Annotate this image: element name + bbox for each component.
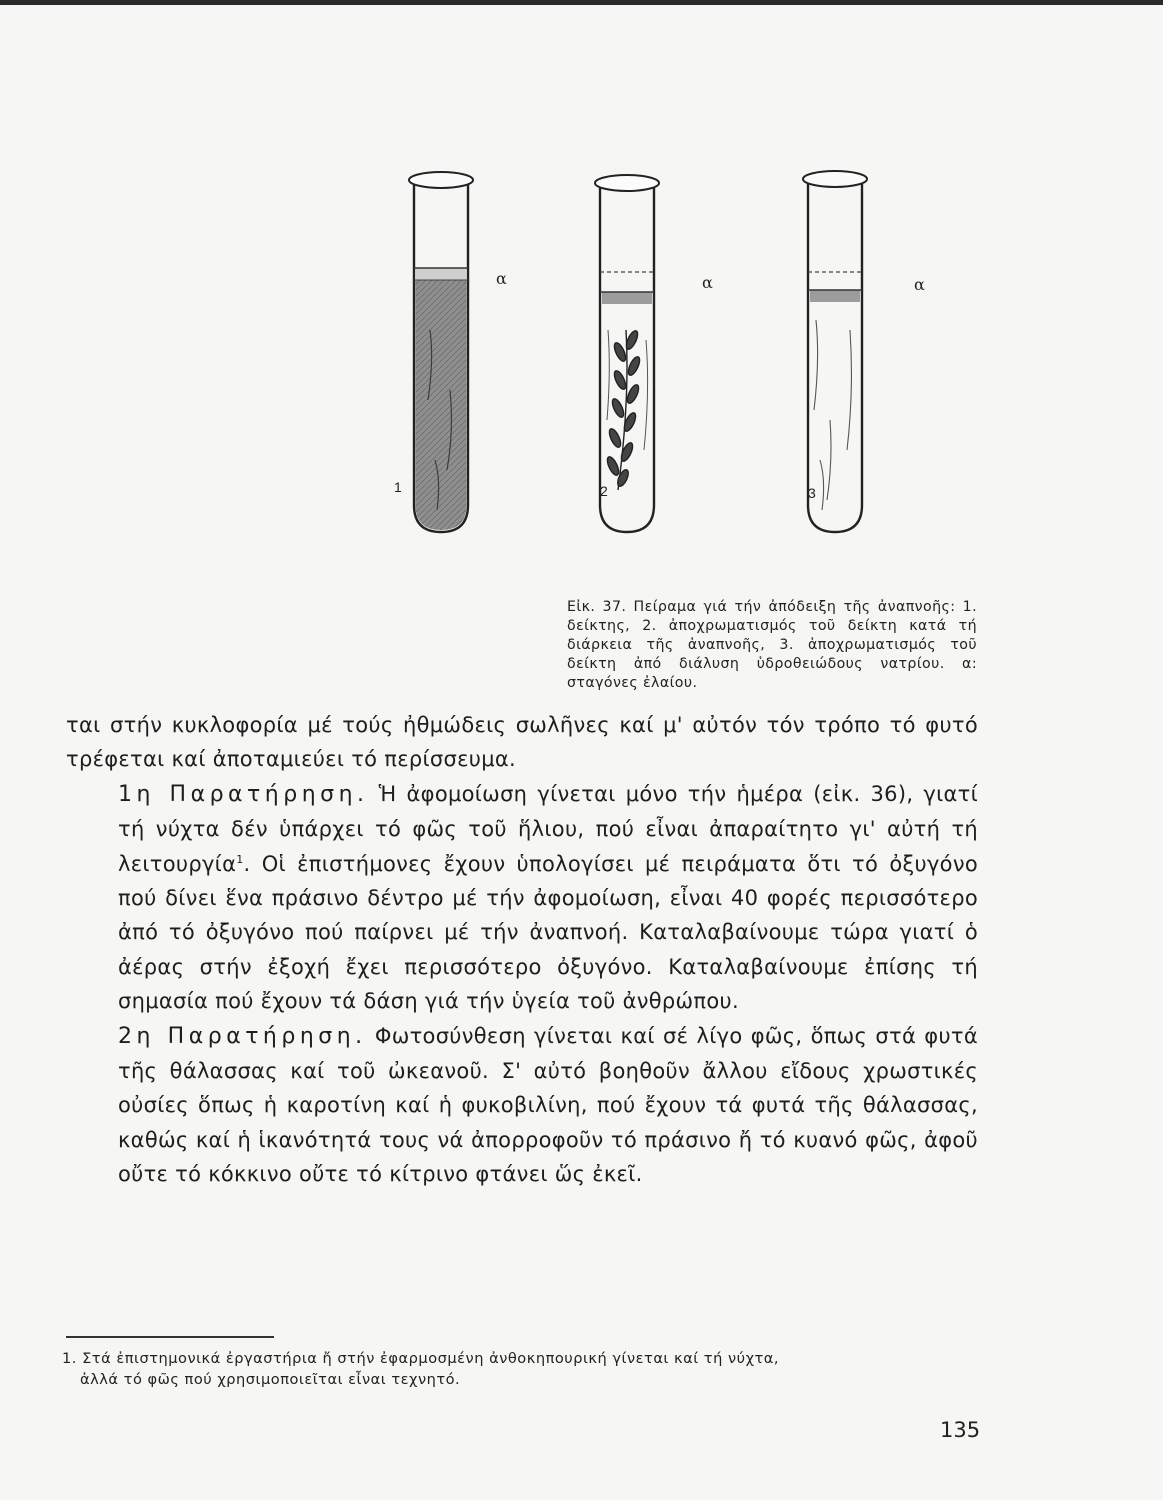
scan-edge bbox=[0, 0, 1163, 5]
tube-3-oil-layer bbox=[810, 290, 860, 302]
page-number: 135 bbox=[940, 1418, 981, 1442]
tube-2-oil-label: α bbox=[702, 273, 713, 292]
figure-test-tubes bbox=[330, 160, 970, 590]
footnote-line-1: 1. Στά ἐπιστημονικά ἐργαστήρια ἤ στήν ἐφαρμοσμένη ἀνθοκηπουρική γίνεται καί τή νύχτα, bbox=[62, 1350, 780, 1367]
test-tube-2 bbox=[595, 175, 659, 532]
tube-1-number: 1 bbox=[394, 479, 402, 495]
footnote-line-2: ἀλλά τό φῶς πού χρησιμοποιεῖται εἶναι τεχνητό. bbox=[80, 1371, 461, 1388]
observation-1-text-cont: . Οἱ ἐπιστήμονες ἔχουν ὑπολογίσει μέ πειράματα ὅτι τό ὀξυγόνο πού δίνει ἕνα πράσινο δέντρο μέ τήν ἀφομοίωση, εἶναι 40 φορές περισσότερο ἀπό τό ὀξυγόνο πού παίρνει μέ τήν ἀναπνοή. Καταλαβαίνουμε τώρα γιατί ὁ ἀέρας στήν ἐξοχή ἔχει περισσότερο ὀξυγόνο. Καταλαβαίνουμε ἐπίσης τή σημασία πού ἔχουν τά δάση γιά τήν ὑγεία τοῦ ἀνθρώπου. bbox=[118, 851, 978, 1014]
paragraph-observation-1 bbox=[66, 777, 978, 1019]
paragraph-continuation: ται στήν κυκλοφορία μέ τούς ἠθμώδεις σωλῆνες καί μ' αὐτόν τόν τρόπο τό φυτό τρέφεται καί ἀποταμιεύει τό περίσσευμα. bbox=[66, 713, 978, 772]
tube-1-oil-layer bbox=[416, 268, 466, 280]
observation-2-heading: 2η Παρατήρηση. bbox=[118, 1023, 367, 1049]
observation-1-heading: 1η Παρατήρηση. bbox=[118, 781, 369, 807]
observation-1-text: Ἡ ἀφομοίωση γίνεται μόνο τήν ἡμέρα (εἰκ. 36), γιατί τή νύχτα δέν ὑπάρχει τό φῶς τοῦ ἥλιου, πού εἶναι ἀπαραίτητο γι' αὐτή τή λειτουργία bbox=[118, 781, 979, 876]
paragraph-observation-2 bbox=[66, 1019, 978, 1192]
observation-2-text: Φωτοσύνθεση γίνεται καί σέ λίγο φῶς, ὅπως στά φυτά τῆς θάλασσας καί τοῦ ὠκεανοῦ. Σ' αὐτό βοηθοῦν ἄλλου εἴδους χρωστικές οὐσίες ὅπως ἡ καροτίνη καί ἡ φυκοβιλίνη, πού ἔχουν τά φυτά τῆς θάλασσας, καθώς καί ἡ ἱκανότητά τους νά ἀπορροφοῦν τό πράσινο ἤ τό κυανό φῶς, ἀφοῦ οὔτε τό κόκκινο οὔτε τό κίτρινο φτάνει ὥς ἐκεῖ. bbox=[118, 1023, 979, 1187]
tube-2-number: 2 bbox=[600, 483, 608, 499]
test-tube-3 bbox=[803, 171, 867, 532]
main-text bbox=[66, 708, 978, 1192]
tube-1-oil-label: α bbox=[496, 269, 507, 288]
test-tube-1 bbox=[409, 172, 473, 532]
figure-caption: Εἰκ. 37. Πείραμα γιά τήν ἀπόδειξη τῆς ἀναπνοῆς: 1. δείκτης, 2. ἀποχρωματισμός τοῦ δείκτη κατά τή διάρκεια τῆς ἀναπνοῆς, 3. ἀποχρωματισμός τοῦ δείκτη ἀπό διάλυση ὑδροθειώδους νατρίου. α: σταγόνες ἐλαίου. bbox=[567, 599, 977, 691]
footnote-divider bbox=[66, 1336, 274, 1338]
tube-1-indicator-liquid bbox=[416, 280, 467, 530]
tube-3-oil-label: α bbox=[914, 275, 925, 294]
plant-sprig bbox=[605, 329, 642, 490]
tube-3-number: 3 bbox=[808, 485, 816, 501]
tube-2-oil-layer bbox=[602, 292, 652, 304]
footnote-ref: 1 bbox=[236, 852, 244, 866]
footnote bbox=[62, 1348, 980, 1390]
